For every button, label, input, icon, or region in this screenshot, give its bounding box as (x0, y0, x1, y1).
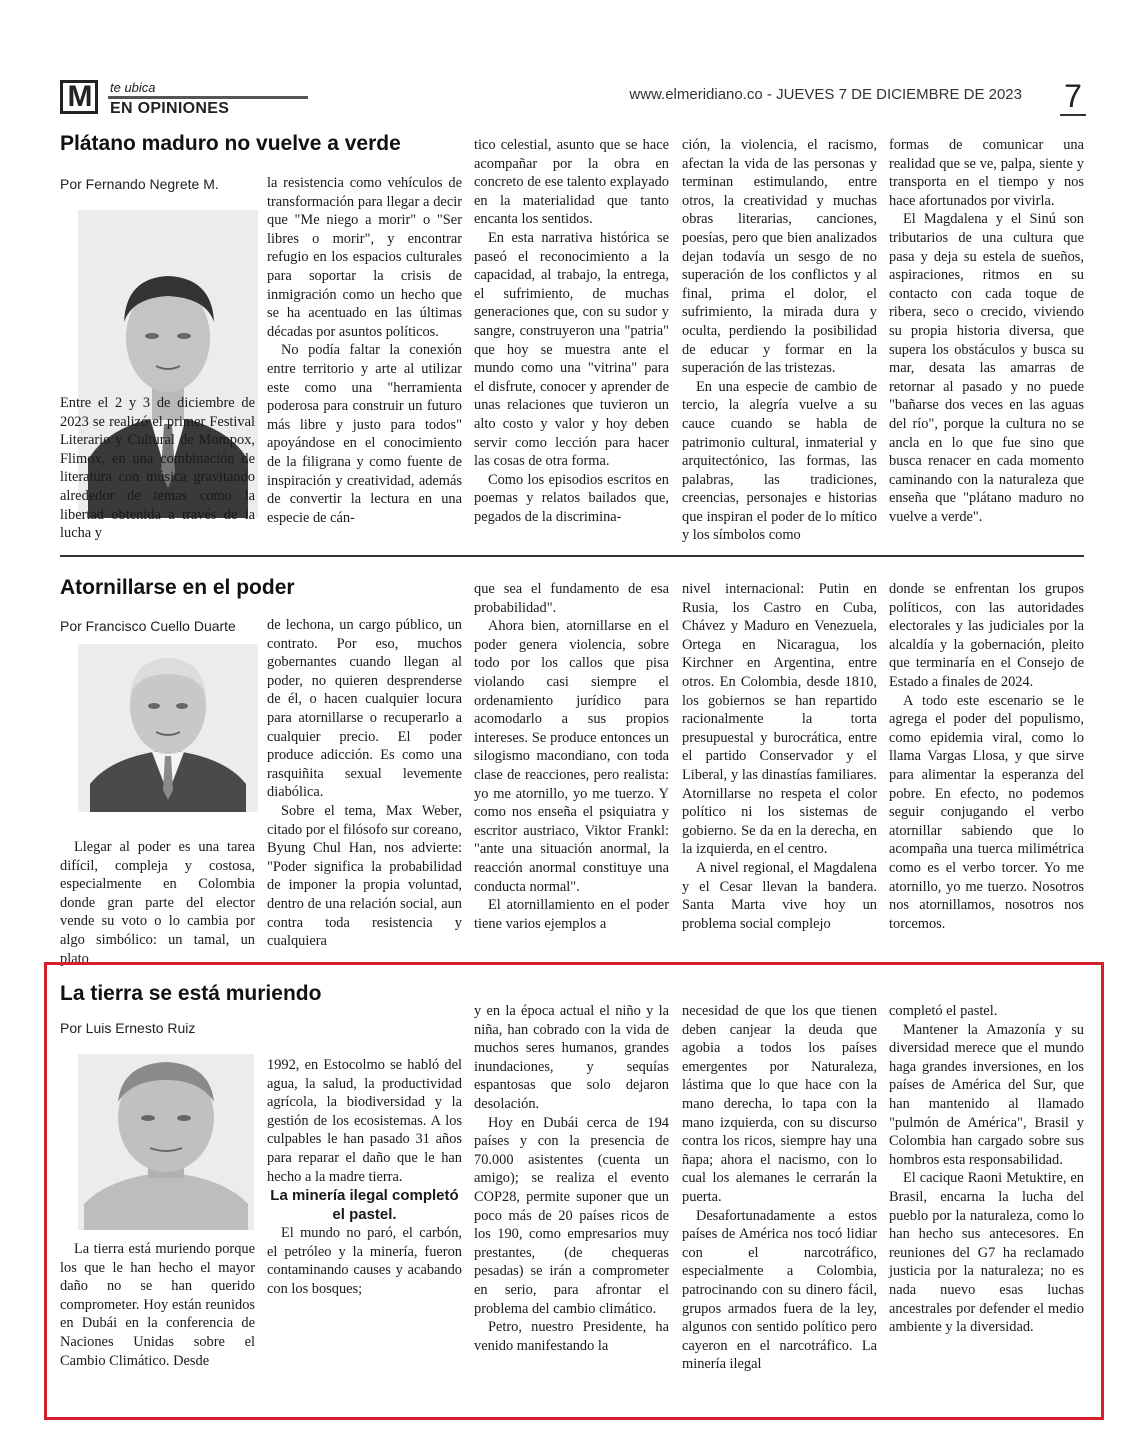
paragraph: Entre el 2 y 3 de diciembre de 2023 se realizó el primer Festival Literario y Cultural de Mompox, Flimox, en una combinación de literatura con música gravitando alrededor de temas como la libertad obtenida a través de la lucha y (60, 395, 255, 542)
page-header (0, 0, 1144, 130)
site-and-date: www.elmeridiano.co - JUEVES 7 DE DICIEMBRE DE 2023 (629, 86, 1022, 103)
paragraph: que sea el fundamento de esa probabilidad". (474, 581, 669, 616)
page-number: 7 (1064, 78, 1082, 114)
article-column (267, 616, 462, 950)
paragraph: completó el pastel. (889, 1003, 998, 1019)
article-column (682, 1002, 877, 1402)
paragraph: Petro, nuestro Presidente, ha venido manifestando la (474, 1319, 669, 1354)
paragraph: la resistencia como vehículos de transformación para llegar a decir que "Me niego a morir" o "Ser libres o morir", y encontrar refugio en los espacios culturales para soportar la crisis de inmigración como un hecho que se ha acentuado en las últimas décadas por asuntos políticos. (267, 175, 462, 340)
article-column (267, 174, 462, 544)
article-column (474, 136, 669, 546)
article-column (60, 394, 255, 544)
pull-quote: La minería ilegal completó el pastel. (270, 1187, 459, 1224)
article-platano-maduro (60, 132, 1084, 552)
page-number-rule (1060, 114, 1086, 116)
paragraph: En esta narrativa histórica se paseó el reconocimiento a la capacidad, al trabajo, la entrega, el sufrimiento, de muchas generaciones que, con su sudor y sangre, construyeron una "patria" que hoy se muestra ante el mundo como una "vitrina" para el disfrute, conocer y aprender de unas relaciones que tuvieron un alto costo y valor y hoy deben servir como lección para hacer las cosas de otra forma. (474, 229, 669, 470)
article-column (267, 1056, 462, 1402)
section-rule (108, 96, 308, 99)
article-atornillarse (60, 576, 1084, 967)
paragraph: Llegar al poder es una tarea difícil, compleja y costosa, especialmente en Colombia donde gran parte del elector vende su voto o lo cambia por algo simbólico: un tamal, un plato (60, 839, 255, 967)
tagline: te ubica (110, 80, 156, 95)
paragraph: donde se enfrentan los grupos políticos, con las autoridades electorales y las judiciales por la alcaldía y la gobernación, pleito que terminaría en el Consejo de Estado a finales de 2024. (889, 581, 1084, 690)
paragraph: y en la época actual el niño y la niña, han cobrado con la vida de muchos seres humanos, grandes inundaciones, y sequías espantosas que solo dejaron desolación. (474, 1003, 669, 1112)
paragraph: nivel internacional: Putin en Rusia, los Castro en Cuba, Chávez y Maduro en Venezuela, Ortega en Nicaragua, los Kirchner en Argentina, entre otros. En Colombia, desde 1810, los gobiernos se han repartido racionalmente la torta presupuestal y burocrática, entre el partido Conservador y el Liberal, y las dinastías familiares. Atornillarse no respeta el color político ni los sistemas de gobierno. Se da en la derecha, en la izquierda, en el centro. (682, 581, 877, 858)
paragraph: necesidad de que los que tienen deben canjear la deuda que agobia a todos los países emergentes por Naturaleza, lástima que lo que hace con la mano derecha, lo tapa con la mano izquierda, con su discurso contra los ricos, siempre hay una ñapa; ahora el nacismo, con lo cual los alemanes le cerrarán la puerta. (682, 1003, 877, 1205)
paragraph: Sobre el tema, Max Weber, citado por el filósofo sur coreano, Byung Chul Han, nos advierte: "Poder significa la probabilidad de imponer la propia voluntad, dentro de una relación social, aun contra toda resistencia y cualquiera (267, 802, 462, 950)
article-column (682, 580, 877, 950)
paragraph: tico celestial, asunto que se hace acompañar por la obra en concreto de ese talento explayado en la materialidad que tanto encanta los sentidos. (474, 137, 669, 228)
article-column (889, 1002, 1084, 1402)
paragraph: formas de comunicar una realidad que se ve, palpa, siente y transporta en el tiempo y nos hace afortunados por vivirla. (889, 137, 1084, 209)
newspaper-logo-icon: M (60, 80, 98, 114)
paragraph: El atornillamiento en el poder tiene varios ejemplos a (474, 897, 669, 932)
article-column (60, 838, 255, 967)
article-headline: Plátano maduro no vuelve a verde (60, 132, 401, 155)
paragraph: Desafortunadamente a estos países de América nos tocó lidiar con el narcotráfico, especialmente a Colombia, patrocinando con su dinero fácil, grupos armados fuera de la ley, algunos con sentido político pero cayeron en el narcotráfico. La minería ilegal (682, 1207, 877, 1373)
article-byline: Por Francisco Cuello Duarte (60, 618, 236, 634)
paragraph: 1992, en Estocolmo se habló del agua, la salud, la productividad agrícola, la biodiversidad y la gestión de los ecosistemas. A los culpables le han pasado 31 años para reparar el daño que le han hecho a la madre tierra. (267, 1057, 462, 1185)
paragraph: Ahora bien, atornillarse en el poder genera violencia, sobre todo por los callos que pisa violando casi siempre el ordenamiento jurídico para acomodarlo a sus propios intereses. Se produce entonces un silogismo macondiano, con toda clase de reacciones, pero realista: yo me atornillo, yo me tuerzo. Y como nos enseña el psiquiatra y escritor austriaco, Viktor Frankl: "ante una situación anormal, la reacción anormal constituye una conducta normal". (474, 618, 669, 895)
paragraph: ción, la violencia, el racismo, afectan la vida de las personas y terminan estimulando, entre otros, la creatividad y muchas obras literarias, canciones, poesías, pero que bien analizados dejan todavía un sesgo de no superación de los conflictos y al final, prima el dolor, el sufrimiento, la mirada dura y oculta, perdiendo la posibilidad de educar y formar en la superación de las tristezas. (682, 137, 877, 377)
article-column (682, 136, 877, 546)
paragraph: A todo este escenario se le agrega el poder del populismo, como epidemia viral, como lo llama Vargas Llosa, y que sirve para alimentar la esperanza del pobre. En efecto, no podemos seguir conjugando el verbo atornillar sabiendo que lo acompaña una tuerca milimétrica como es el verbo torcer. Yo me atornillo, yo me tuerzo. Nosotros nos atornillamos, nosotros nos torcemos. (889, 692, 1084, 932)
article-column (889, 580, 1084, 950)
paragraph: El Magdalena y el Sinú son tributarios de una cultura que pasa y deja su estela de sueños, aspiraciones, ritmos en su contacto con cada toque de ribera, seco o crecido, viviendo su propia historia diversa, que supera los obstáculos y busca su mar, desata las amarras de retornar al pasado y no puede "bañarse dos veces en las aguas del río", porque la cultura no se ancla en lo que fue sino que busca renacer en cada momento caminando con la naturaleza que enseña que "plátano maduro no vuelve a verde". (889, 211, 1084, 525)
paragraph: El cacique Raoni Metuktire, en Brasil, encarna la lucha del pueblo por la naturaleza, como lo han hecho sus antecesores. En reuniones del G7 ha reclamado justicia por la naturaleza; no es nada nuevo esas luchas ancestrales por defender el medio ambiente y la diversidad. (889, 1170, 1084, 1336)
article-headline: La tierra se está muriendo (60, 982, 322, 1005)
paragraph: de lechona, un cargo público, un contrato. Por eso, muchos gobernantes cuando llegan al poder, no quieren desprenderse de él, o hacen cualquier locura para atornillarse o recuperarlo a cualquier precio. El poder produce adicción. Es como una rasquiñita sexual levemente diabólica. (267, 617, 462, 801)
paragraph: La tierra está muriendo porque los que le han hecho el mayor daño no se han querido comprometer. Hoy están reunidos en Dubái en la conferencia de Naciones Unidas sobre el Cambio Climático. Desde (60, 1241, 255, 1369)
paragraph: A nivel regional, el Magdalena y el Cesar llevan la bandera. Santa Marta vive hoy un problema social complejo (682, 859, 877, 932)
author-portrait-icon (78, 644, 258, 812)
author-portrait-icon (78, 1054, 254, 1230)
paragraph: El mundo no paró, el carbón, el petróleo y la minería, fueron contaminando causes y acabando con los bosques; (267, 1225, 462, 1297)
article-la-tierra (60, 982, 1084, 1412)
section-label: EN OPINIONES (110, 100, 230, 117)
article-byline: Por Fernando Negrete M. (60, 176, 219, 192)
paragraph: Mantener la Amazonía y su diversidad merece que el mundo haga grandes inversiones, en los países de América del Sur, que han mantenido al llamado "pulmón de América", Brasil y Colombia han cargado sobre sus hombros esta responsabilidad. (889, 1021, 1084, 1168)
article-headline: Atornillarse en el poder (60, 576, 295, 599)
paragraph: No podía faltar la conexión entre territorio y arte al utilizar este como una "herramienta poderosa para construir un futuro más libre y justo para todos" apoyándose en el conocimiento de la filigrana y como fuente de inspiración y creatividad, además de convertir la lectura en una especie de cán- (267, 342, 462, 526)
article-column (60, 1240, 255, 1370)
paragraph: Como los episodios escritos en poemas y relatos bailados que, pegados de la discrimina- (474, 471, 669, 525)
section-divider (60, 555, 1084, 557)
article-column (474, 1002, 669, 1402)
article-column (889, 136, 1084, 546)
paragraph: En una especie de cambio de tercio, la alegría vuelve a su cauce cuando se habla de patrimonio cultural, inmaterial y arquitectónico, las formas, las palabras, las tradiciones, creencias, personajes e historias que inspiran el poder de lo mítico y los símbolos como (682, 378, 877, 544)
article-byline: Por Luis Ernesto Ruiz (60, 1020, 196, 1036)
paragraph: Hoy en Dubái cerca de 194 países y con la presencia de 70.000 asistentes (cuenta un amigo); se realiza el evento COP28, permite suponer que un poco más de 20 países ricos de los 190, como empresarios muy prestantes, (de chequeras pesadas) se irán a comprometer en serio, para afrontar el problema del cambio climático. (474, 1114, 669, 1317)
article-column (474, 580, 669, 950)
